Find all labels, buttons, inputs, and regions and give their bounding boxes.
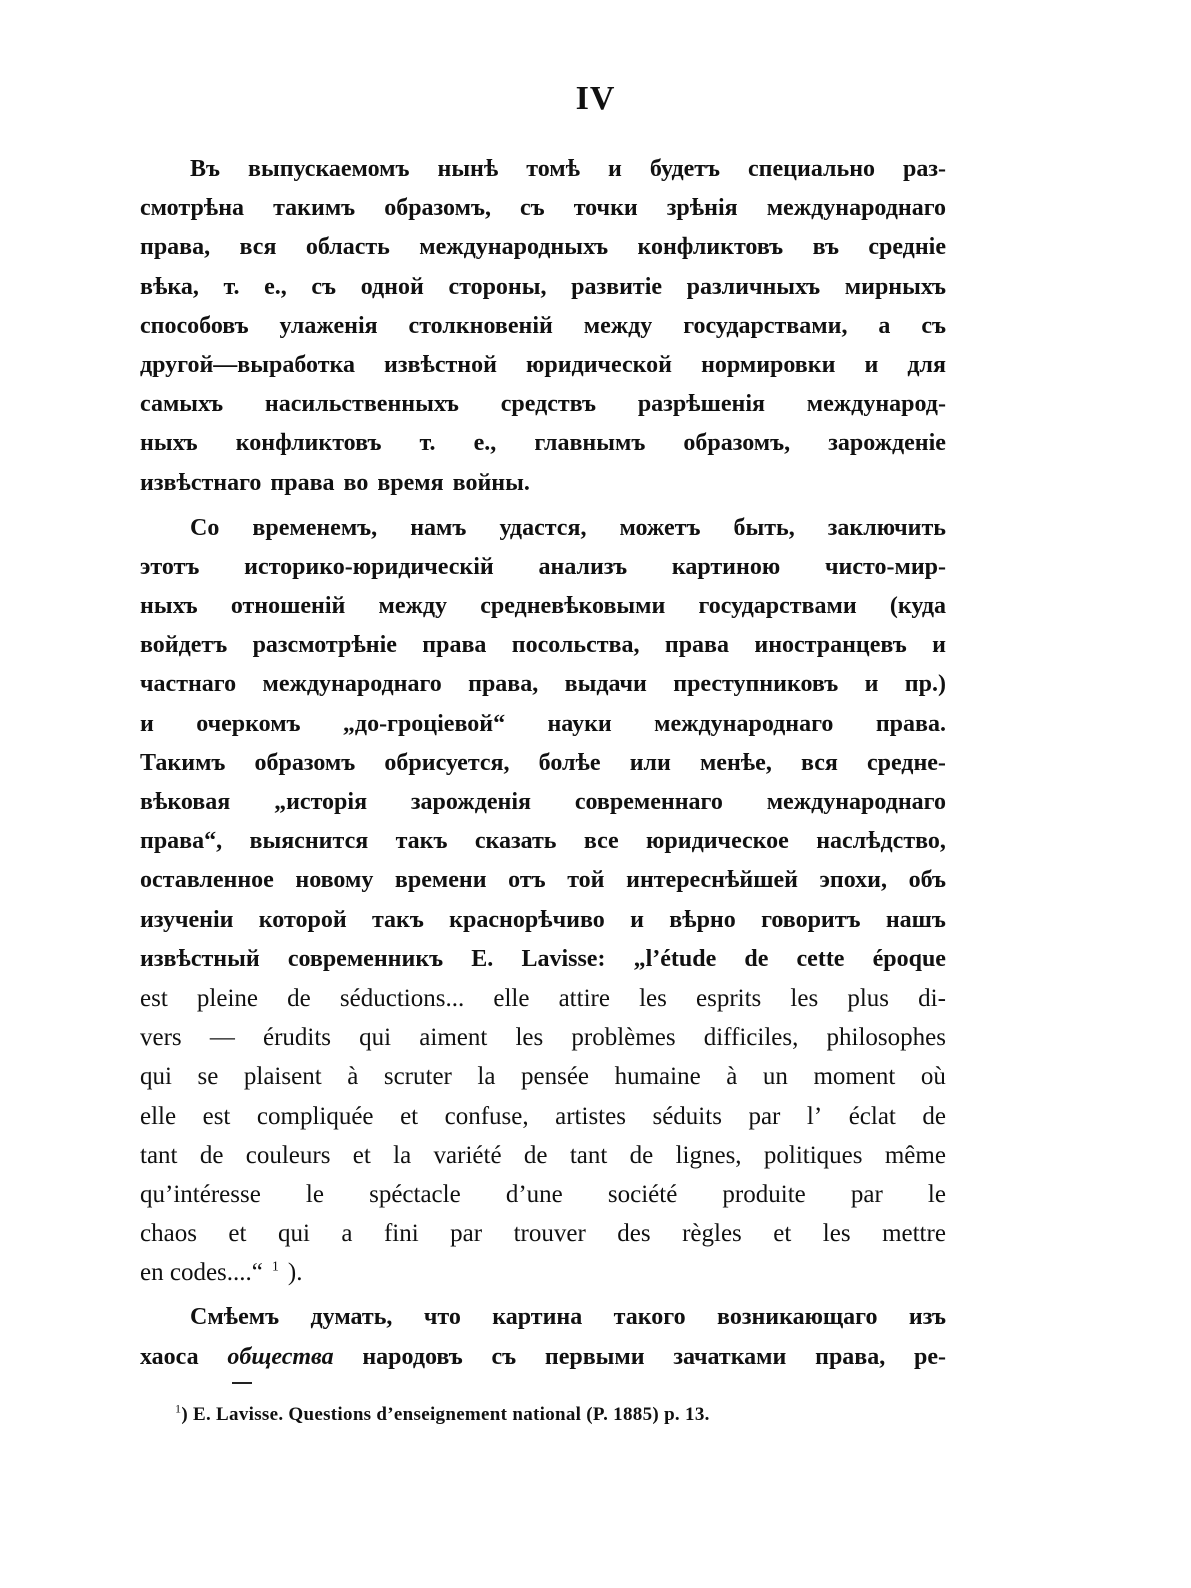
text-line <box>140 901 946 940</box>
word: такимъ <box>273 195 356 222</box>
word: esprits <box>696 984 762 1012</box>
word: le <box>305 1180 324 1208</box>
word: à <box>726 1063 738 1091</box>
word: е., <box>264 273 287 300</box>
word: нынѣ <box>437 156 499 182</box>
word: томѣ <box>526 156 581 182</box>
word: образомъ <box>254 749 356 776</box>
word: насильственныхъ <box>264 391 459 418</box>
word: современнаго <box>574 789 723 815</box>
word: artistes <box>555 1102 626 1130</box>
word: съ <box>491 1343 517 1370</box>
word: „l’étude <box>633 945 717 972</box>
text-line <box>140 861 946 900</box>
word: et <box>773 1220 792 1248</box>
word: иностранцевъ <box>754 632 907 659</box>
word: вѣрно <box>669 906 736 933</box>
word: à <box>347 1063 359 1091</box>
word: (куда <box>889 593 946 620</box>
quote-line <box>140 1018 946 1057</box>
word: d’une <box>505 1180 563 1208</box>
quote-line <box>140 1253 946 1292</box>
word: вся <box>239 234 277 261</box>
footnote-text: ) E. Lavisse. Questions d’enseignement national (P. 1885) p. 13. <box>181 1404 710 1425</box>
word: mettre <box>882 1220 946 1248</box>
italic-term: общества <box>227 1343 334 1370</box>
word: интереснѣйшей <box>626 867 798 894</box>
word: все <box>583 828 619 855</box>
footnote-marker: 1 <box>175 1401 182 1416</box>
word: войны. <box>452 469 530 496</box>
word: société <box>607 1180 678 1208</box>
word: образомъ, <box>384 195 491 222</box>
word: ныхъ <box>140 593 198 620</box>
word: ре- <box>914 1343 946 1370</box>
word: конфликтовъ <box>637 234 784 261</box>
word: зарожденіе <box>828 430 946 457</box>
word: столкновеній <box>408 312 553 339</box>
word: времени <box>394 867 487 894</box>
word: „до-гроціевой“ <box>342 710 506 737</box>
word: la <box>393 1141 412 1169</box>
word: наслѣдство, <box>816 828 946 855</box>
word: болѣе <box>538 749 601 776</box>
word: между <box>583 312 653 339</box>
text-line <box>140 150 946 189</box>
word: международ- <box>806 391 946 418</box>
word: разрѣшенія <box>637 391 765 418</box>
word: международнаго <box>766 789 946 815</box>
word: зрѣнія <box>666 195 738 222</box>
word: les <box>515 1024 544 1052</box>
word: менѣе, <box>699 749 772 776</box>
word: новому <box>295 867 374 894</box>
word: de <box>922 1102 946 1130</box>
word: érudits <box>262 1024 332 1052</box>
word: можетъ <box>619 514 701 541</box>
word: удастся, <box>499 514 587 541</box>
word: средніе <box>868 234 946 261</box>
word: fini <box>383 1220 419 1248</box>
word: международнаго <box>766 195 946 222</box>
word: во <box>343 469 369 496</box>
text-line <box>140 509 946 548</box>
word: народовъ <box>362 1343 463 1370</box>
word: vers <box>140 1024 182 1052</box>
paragraph-3 <box>140 1298 946 1376</box>
text-line <box>140 424 946 463</box>
word: которой <box>258 906 347 933</box>
word: se <box>197 1063 219 1091</box>
word: confuse, <box>444 1102 529 1130</box>
word: извѣстнаго <box>140 469 262 496</box>
page-number: IV <box>575 80 616 117</box>
text-line <box>140 307 946 346</box>
word: et <box>228 1220 247 1248</box>
word: права, <box>468 671 539 698</box>
word: ныхъ <box>140 430 198 457</box>
word: пр.) <box>904 671 946 698</box>
word: будетъ <box>649 156 721 182</box>
word: современникъ <box>287 945 444 972</box>
word: Смѣемъ <box>190 1304 280 1331</box>
word: séductions... <box>339 984 465 1012</box>
word: de <box>287 984 311 1012</box>
word: „исторія <box>274 789 368 815</box>
word: средне- <box>866 749 946 776</box>
word: compliquée <box>256 1102 374 1130</box>
word: et <box>400 1102 419 1130</box>
text-line <box>140 268 946 307</box>
quote-end-text: en codes....“ <box>140 1259 263 1287</box>
text-line <box>140 548 946 587</box>
word: отношеній <box>230 593 346 620</box>
word: и <box>864 351 879 378</box>
word: временемъ, <box>252 514 378 541</box>
word: въ <box>812 234 839 261</box>
word: науки <box>547 710 612 737</box>
word: a <box>341 1220 353 1248</box>
word: чисто-мир- <box>824 553 946 580</box>
quote-line <box>140 1097 946 1136</box>
text-line <box>140 385 946 424</box>
word: и <box>140 710 154 737</box>
word: картиною <box>671 553 781 580</box>
word: вся <box>800 749 838 776</box>
word: où <box>920 1063 946 1091</box>
paragraph-1 <box>140 150 946 503</box>
word: съ <box>311 273 337 300</box>
word: такъ <box>395 828 448 855</box>
word: Со <box>190 514 220 541</box>
word: par <box>748 1102 781 1130</box>
word: qu’intéresse <box>140 1180 261 1208</box>
word: анализъ <box>538 553 628 580</box>
word: aiment <box>419 1024 488 1052</box>
word: съ <box>921 312 946 339</box>
text-line <box>140 626 946 665</box>
word: мирныхъ <box>844 273 946 300</box>
text-line <box>140 464 946 503</box>
word: отъ <box>508 867 546 894</box>
word: est <box>140 984 168 1012</box>
word: изъ <box>908 1304 946 1331</box>
word: улаженія <box>279 312 378 339</box>
word: de <box>523 1141 548 1169</box>
word: для <box>907 351 946 378</box>
word: намъ <box>410 514 467 541</box>
word: est <box>202 1102 231 1130</box>
word: или <box>629 749 671 776</box>
quote-line <box>140 1214 946 1253</box>
word: и <box>630 906 644 933</box>
word: difficiles, <box>703 1024 799 1052</box>
text-line <box>140 783 946 822</box>
text-line <box>140 1338 946 1377</box>
word: elle <box>493 984 530 1012</box>
word: tant <box>140 1141 178 1169</box>
word: объ <box>908 867 946 894</box>
word: государствами <box>698 593 857 620</box>
word: извѣстной <box>384 351 497 378</box>
word: самыхъ <box>140 391 224 418</box>
word: couleurs <box>245 1141 331 1169</box>
word: юридической <box>526 351 672 378</box>
word: и <box>608 156 622 182</box>
word: эпохи, <box>819 867 887 894</box>
word: первыми <box>544 1343 645 1370</box>
word: нашъ <box>885 906 946 933</box>
word: зарожденія <box>410 789 531 815</box>
word: такъ <box>371 906 424 933</box>
quote-line <box>140 1136 946 1175</box>
word: pleine <box>196 984 259 1012</box>
word: scruter <box>383 1063 452 1091</box>
word: конфликтовъ <box>235 430 382 457</box>
word: права“, <box>140 828 223 855</box>
word: раз- <box>903 156 946 182</box>
word: нормировки <box>701 351 836 378</box>
word: trouver <box>513 1220 586 1248</box>
word: qui <box>359 1024 392 1052</box>
word: humaine <box>614 1063 701 1091</box>
text-line <box>140 665 946 704</box>
word: de <box>744 945 769 972</box>
word: заключить <box>827 514 946 541</box>
word: точки <box>573 195 638 222</box>
word: т. <box>223 273 240 300</box>
word: образомъ, <box>683 430 791 457</box>
text-line <box>140 189 946 228</box>
closing-punctuation: ). <box>287 1259 303 1287</box>
word: variété <box>433 1141 502 1169</box>
word: plaisent <box>243 1063 322 1091</box>
word: tant <box>569 1141 608 1169</box>
word: les <box>822 1220 851 1248</box>
text-line <box>140 940 946 979</box>
word: elle <box>140 1102 177 1130</box>
word: историко-юридическій <box>244 553 494 580</box>
word: выпускаемомъ <box>248 156 410 182</box>
word: права, <box>140 234 211 261</box>
word: — <box>209 1024 235 1052</box>
word: spéctacle <box>369 1180 461 1208</box>
word: преступниковъ <box>673 671 839 698</box>
word: qui <box>277 1220 310 1248</box>
text-line <box>140 587 946 626</box>
word: E. <box>471 945 494 972</box>
word: le <box>927 1180 946 1208</box>
word: права. <box>875 710 946 737</box>
word: вѣка, <box>140 273 199 300</box>
word: même <box>884 1141 946 1169</box>
word: извѣстный <box>140 945 260 972</box>
word: règles <box>682 1220 742 1248</box>
word: различныхъ <box>686 273 821 300</box>
quote-line <box>140 1057 946 1096</box>
word: развитіе <box>571 273 663 300</box>
word: cette <box>796 945 845 972</box>
word: изученіи <box>140 906 234 933</box>
word: быть, <box>733 514 795 541</box>
word: очеркомъ <box>196 710 301 737</box>
word: способовъ <box>140 312 249 339</box>
word: Такимъ <box>140 749 226 776</box>
word: между <box>378 593 448 620</box>
text-line <box>140 346 946 385</box>
word: возникающаго <box>717 1304 878 1331</box>
word: l’ <box>806 1102 823 1130</box>
word: юридическое <box>646 828 789 855</box>
word: оставленное <box>140 867 274 894</box>
word: средствъ <box>500 391 597 418</box>
word: moment <box>813 1063 896 1091</box>
word: такого <box>613 1304 686 1331</box>
word: время <box>377 469 444 496</box>
word: un <box>762 1063 788 1091</box>
footnote <box>175 1401 710 1426</box>
word: par <box>850 1180 883 1208</box>
word: другой—выработка <box>140 351 355 378</box>
word: е., <box>473 430 497 457</box>
word: одной <box>360 273 424 300</box>
word: philosophes <box>826 1024 946 1052</box>
footnote-separator <box>232 1382 252 1384</box>
word: думать, <box>310 1304 393 1331</box>
word: область <box>305 234 390 261</box>
word: говоритъ <box>761 906 861 933</box>
word: специально <box>748 156 876 182</box>
word: qui <box>140 1063 172 1091</box>
word: разсмотрѣніе <box>252 632 397 659</box>
word: сказать <box>474 828 557 855</box>
word: Въ <box>190 156 220 182</box>
word: de <box>629 1141 654 1169</box>
word: права <box>664 632 729 659</box>
word: средневѣковыми <box>480 593 666 620</box>
word: les <box>790 984 819 1012</box>
text-segment: хаоса <box>140 1343 199 1370</box>
word: par <box>450 1220 483 1248</box>
word: посольства, <box>511 632 640 659</box>
word: et <box>352 1141 371 1169</box>
word: картина <box>492 1304 583 1331</box>
word: международныхъ <box>419 234 609 261</box>
word: и <box>932 632 946 659</box>
word: права <box>422 632 487 659</box>
word: съ <box>519 195 545 222</box>
paragraph-2 <box>140 509 946 1293</box>
word: той <box>567 867 605 894</box>
word: права, <box>815 1343 886 1370</box>
text-line <box>140 705 946 744</box>
word: государствами, <box>683 312 848 339</box>
text-line <box>140 1298 946 1337</box>
word: международнаго <box>654 710 834 737</box>
word: politiques <box>763 1141 863 1169</box>
text-line <box>140 744 946 783</box>
word: зачатками <box>673 1343 787 1370</box>
text-line <box>140 228 946 267</box>
word: что <box>423 1304 461 1331</box>
word: les <box>639 984 667 1012</box>
word: смотрѣна <box>140 195 245 222</box>
word: de <box>199 1141 224 1169</box>
footnote-reference: 1 <box>271 1259 279 1275</box>
word: выяснится <box>249 828 369 855</box>
word: стороны, <box>448 273 547 300</box>
text-line <box>140 822 946 861</box>
word: époque <box>872 945 946 972</box>
word: pensée <box>521 1063 590 1091</box>
word: di- <box>918 984 946 1012</box>
word: Lavisse: <box>521 945 606 972</box>
word: attire <box>558 984 610 1012</box>
word: т. <box>419 430 436 457</box>
word: la <box>477 1063 496 1091</box>
word: частнаго <box>140 671 237 698</box>
word: выдачи <box>564 671 647 698</box>
word: главнымъ <box>534 430 646 457</box>
word: produite <box>722 1180 806 1208</box>
word: lignes, <box>675 1141 742 1169</box>
word: plus <box>847 984 890 1012</box>
word: международнаго <box>262 671 442 698</box>
word: séduits <box>652 1102 722 1130</box>
word: а <box>878 312 891 339</box>
word: и <box>864 671 879 698</box>
word: chaos <box>140 1220 197 1248</box>
word: обрисуется, <box>384 749 510 776</box>
word: problèmes <box>571 1024 676 1052</box>
quote-line <box>140 1175 946 1214</box>
word: войдетъ <box>140 632 228 659</box>
word: права <box>270 469 335 496</box>
quote-line <box>140 979 946 1018</box>
body-text <box>140 150 946 1377</box>
word: вѣковая <box>140 789 231 815</box>
word: des <box>617 1220 651 1248</box>
word: краснорѣчиво <box>449 906 605 933</box>
word: éclat <box>848 1102 896 1130</box>
word: этотъ <box>140 553 200 580</box>
